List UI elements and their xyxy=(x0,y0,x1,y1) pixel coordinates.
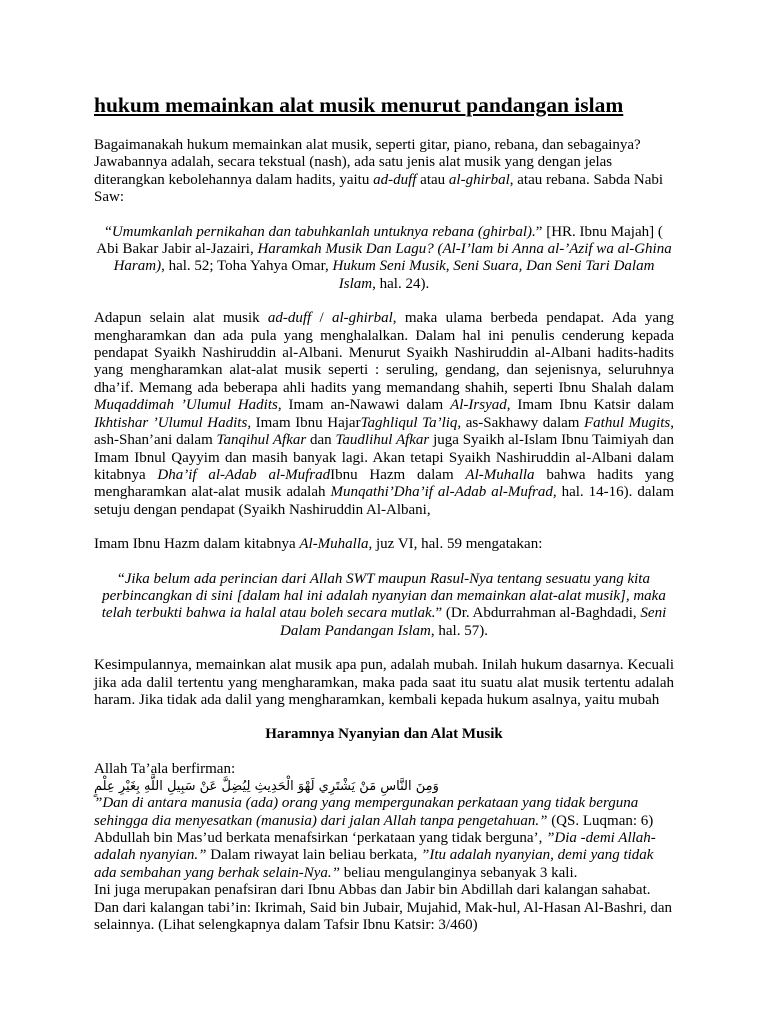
quote2-book: Seni Dalam Pandangan Islam xyxy=(280,605,667,639)
para2-text: , Imam an-Nawawi dalam xyxy=(277,397,451,414)
intro-text-1: Bagaimanakah hukum memainkan alat musik, seperti gitar, piano, rebana, dan sebagainya? Jawabannya adalah, secara tekstual (nash), ada satu jenis alat musik yang dengan jelas diterangkan kebolehannya dalam hadits, yaitu xyxy=(94,137,641,188)
ulama-paragraph xyxy=(94,310,674,519)
abdullah-text-3: beliau mengulanginya sebanyak 3 kali. xyxy=(339,864,578,881)
para2-italic: Ikhtishar ’Ulumul Hadits xyxy=(94,414,248,431)
para2-text: bahwa hadits yang mengharamkan alat-alat musik adalah xyxy=(94,466,675,501)
allah-berfirman-line: Allah Ta’ala berfirman: xyxy=(94,760,236,777)
para2-italic: Taudlihul Afkar xyxy=(335,432,430,449)
translation-text: ”Dan di antara manusia (ada) orang yang mempergunakan perkataan yang tidak berguna sehingga dia menyesatkan (manusia) dari jalan Allah tanpa pengetahuan.” xyxy=(94,795,639,829)
verse-translation xyxy=(94,795,674,830)
tafsir-paragraph: Ini juga merupakan penafsiran dari Ibnu Abbas dan Jabir bin Abdillah dari kalangan sahabat. Dan dari kalangan tabi’in: Ikrimah, Said bin Jubair, Mujahid, Mak-hul, Al-Hasan Al-Bashri, dan selainnya. (Lihat selengkapnya dalam Tafsir Ibnu Katsir: 3/460) xyxy=(94,882,673,934)
para2-italic: Dha’if al-Adab al-Mufrad xyxy=(157,466,331,483)
para2-text: juga Syaikh al-Islam Ibnu Taimiyah dan Imam Ibnul Qayyim dan masih banyak lagi. Akan tetapi Syaikh Nashiruddin al-Albani dalam kitabnya xyxy=(94,432,674,483)
ibnu-hazm-paragraph xyxy=(94,536,674,553)
para2-italic: Fathul Mugits xyxy=(584,414,671,431)
abdullah-text-1: Abdullah bin Mas’ud berkata menafsirkan ‘perkataan yang tidak berguna’, xyxy=(94,830,547,846)
quote2-open-mark: “ xyxy=(118,570,125,587)
abdullah-text-2: Dalam riwayat lain beliau berkata, xyxy=(206,847,421,864)
para2-text: , hal. 14-16). dalam setuju dengan pendapat (Syaikh Nashiruddin Al-Albani, xyxy=(94,484,674,518)
para2-text: Adapun selain alat musik xyxy=(94,310,268,327)
para2-text: , maka ulama berbeda pendapat. Ada yang mengharamkan dan ada pula yang menghalalkan. Dalam hal ini penulis cenderung kepada pendapat Syaikh Nashiruddin al-Albani. Menurut Syaikh Nashiruddin al-Albani hadits-hadits yang mengharamkan alat-alat musik seperti : seruling, gendang, dan sejenisnya, seluruhnya dha’if. Memang ada beberapa ahli hadits yang memandang shahih, seperti Ibnu Shalah dalam xyxy=(94,310,674,396)
para2-text: , Imam Ibnu Katsir dalam xyxy=(506,397,674,414)
quote1-close-mark: ” xyxy=(535,223,543,240)
spacer xyxy=(94,554,674,571)
page-title: hukum memainkan alat musik menurut pandangan islam xyxy=(94,93,624,117)
para3-text-1: Imam Ibnu Hazm dalam kitabnya xyxy=(94,536,300,553)
intro-text-2: atau xyxy=(416,171,449,188)
para2-text: , as-Sakhawy dalam xyxy=(457,414,585,431)
abdullah-paragraph xyxy=(94,830,674,882)
section-heading: Haramnya Nyanyian dan Alat Musik xyxy=(265,726,503,743)
spacer xyxy=(94,293,674,310)
quote2-text: Jika belum ada perincian dari Allah SWT maupun Rasul-Nya tentang sesuatu yang kita perbincangkan di sini [dalam hal ini adalah nyanyian dan memainkan alat-alat musik], maka telah terbukti bahwa ia halal atau boleh secara mutlak. xyxy=(101,570,666,622)
quote2-source-1: (Dr. Abdurrahman al-Baghdadi, xyxy=(442,605,641,622)
para2-text: , Imam Ibnu Hajar xyxy=(247,414,361,431)
intro-text-3: , atau rebana. Sabda Nabi Saw: xyxy=(94,171,664,206)
spacer xyxy=(94,744,674,761)
para2-text: , ash-Shan’ani dalam xyxy=(94,414,675,449)
para3-text-2: , juz VI, hal. 59 mengatakan: xyxy=(368,536,543,553)
intro-paragraph xyxy=(94,137,674,207)
spacer xyxy=(94,207,674,224)
para2-italic: Muqaddimah ’Ulumul Hadits xyxy=(94,397,278,414)
intro-term-adduff: ad-duff xyxy=(373,171,417,188)
quote1-book-1: Haramkah Musik Dan Lagu? (Al-I’lam bi Anna al-’Azif wa al-Ghina Haram) xyxy=(113,241,672,275)
spacer xyxy=(94,640,674,657)
para3-book: Al-Muhalla xyxy=(299,536,369,553)
para2-italic: Al-Muhalla xyxy=(465,466,535,483)
para2-italic: al-ghirbal xyxy=(331,310,393,327)
para2-text: / xyxy=(311,310,332,327)
abdullah-quote-1: ”Dia -demi Allah- adalah nyanyian.” xyxy=(94,830,656,864)
quote1-text: Umumkanlah pernikahan dan tabuhkanlah untuknya rebana (ghirbal). xyxy=(111,223,536,240)
conclusion-paragraph: Kesimpulannya, memainkan alat musik apa pun, adalah mubah. Inilah hukum dasarnya. Kecuali jika ada dalil tertentu yang mengharamkan, maka pada saat itu suatu alat musik tertentu adalah haram. Jika tidak ada dalil yang mengharamkan, kembali kepada hukum asalnya, yaitu mubah xyxy=(94,657,674,708)
spacer xyxy=(94,709,674,726)
abdullah-quote-2: ”Itu adalah nyanyian, demi yang tidak ada sembahan yang berhak selain-Nya.” xyxy=(94,847,654,881)
quote1-source-3: , hal. 24). xyxy=(372,275,430,292)
para2-italic: ad-duff xyxy=(267,310,312,327)
para2-italic: Taghliqul Ta’liq xyxy=(360,414,458,431)
quote2-source-2: , hal. 57). xyxy=(430,622,488,639)
quote1-source-1: [HR. Ibnu Majah] ( Abi Bakar Jabir al-Jazairi, xyxy=(96,223,663,258)
para2-text: dan xyxy=(306,432,336,449)
para2-italic: Munqathi’Dha’if al-Adab al-Mufrad xyxy=(330,484,553,501)
para2-text: Ibnu Hazm dalam xyxy=(330,466,466,483)
arabic-verse: وَمِنَ النَّاسِ مَنْ يَشْتَرِي لَهْوَ الْحَدِيثِ لِيُضِلَّ عَنْ سَبِيلِ اللَّهِ بِغَيْرِ عِلْمٍ xyxy=(94,779,439,795)
intro-term-alghirbal: al-ghirbal xyxy=(448,171,510,188)
para2-italic: Al-Irsyad xyxy=(450,397,507,414)
quote1-open-mark: “ xyxy=(105,223,112,240)
quote2-close-mark: ” xyxy=(435,605,443,622)
quote1-book-2: Hukum Seni Musik, Seni Suara, Dan Seni Tari Dalam Islam xyxy=(332,258,655,292)
spacer xyxy=(94,519,674,536)
hadith-quote xyxy=(94,224,674,294)
translation-reference: (QS. Luqman: 6) xyxy=(547,812,654,829)
quote1-source-2: , hal. 52; Toha Yahya Omar, xyxy=(161,258,333,275)
para2-italic: Tanqihul Afkar xyxy=(216,432,307,449)
ibnu-hazm-quote xyxy=(94,571,674,641)
